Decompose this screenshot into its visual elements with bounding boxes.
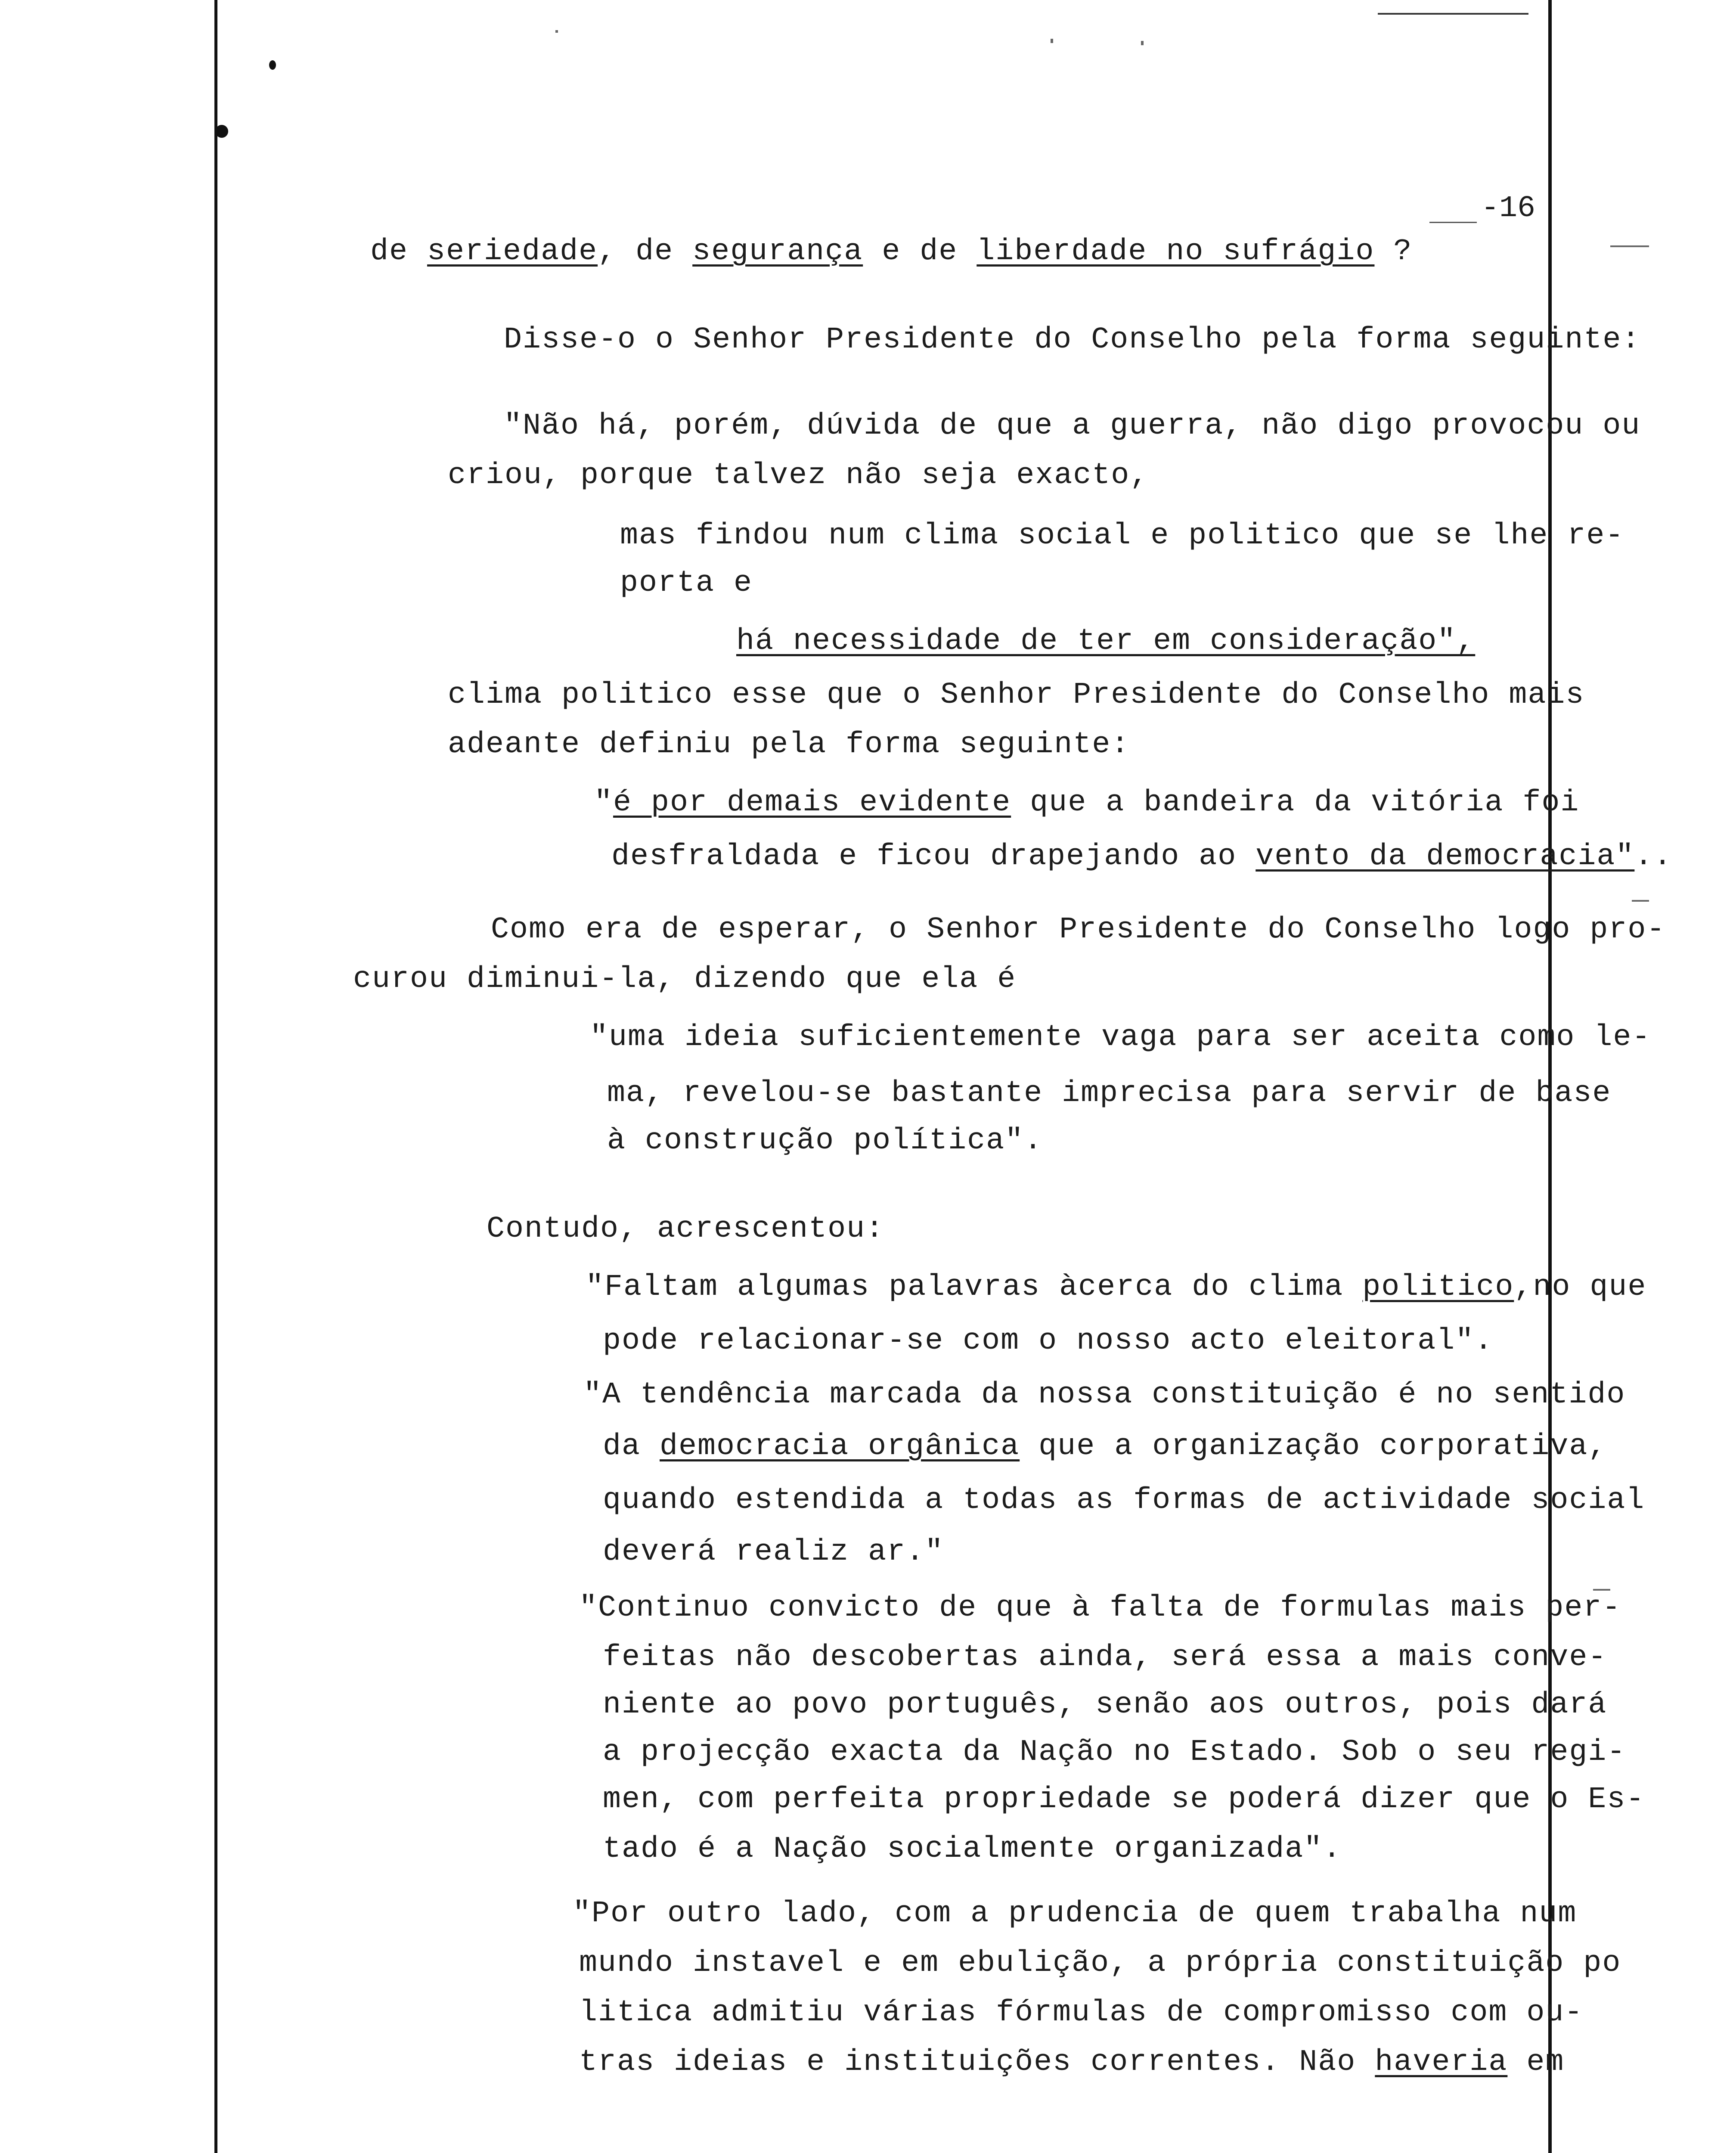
text-line bbox=[590, 1018, 1651, 1057]
text-line bbox=[603, 1481, 1645, 1520]
text-segment: pode relacionar-se com o nosso acto eleitoral". bbox=[603, 1324, 1494, 1358]
text-line bbox=[620, 517, 1624, 555]
text-segment: "Faltam algumas palavras àcerca do clima bbox=[586, 1270, 1363, 1304]
speck bbox=[1051, 39, 1053, 43]
text-segment: "Não há, porém, dúvida de que a guerra, não digo provocou ou bbox=[504, 409, 1641, 443]
text-line bbox=[603, 1830, 1342, 1869]
text-segment: criou, porque talvez não seja exacto, bbox=[448, 459, 1149, 493]
text-line bbox=[579, 1994, 1583, 2032]
underlined-segment: há necessidade de ter em consideração", bbox=[736, 624, 1476, 658]
text-segment: curou diminui-la, dizendo que ela é bbox=[353, 962, 1017, 996]
text-segment: quando estendida a todas as formas de actividade social bbox=[603, 1483, 1645, 1517]
text-segment: men, com perfeita propriedade se poderá dizer que o Es- bbox=[603, 1783, 1645, 1817]
underlined-segment: vento da democracia" bbox=[1256, 840, 1635, 874]
text-segment: "Por outro lado, com a prudencia de quem trabalha num bbox=[573, 1897, 1577, 1931]
text-line bbox=[603, 1686, 1607, 1725]
text-segment: desfraldada e ficou drapejando ao bbox=[611, 840, 1256, 874]
text-segment: Como era de esperar, o Senhor Presidente do Conselho logo pro- bbox=[491, 913, 1666, 947]
underlined-segment: democracia orgânica bbox=[660, 1430, 1020, 1464]
text-segment: que a organização corporativa, bbox=[1020, 1430, 1607, 1464]
text-segment: à construção política". bbox=[607, 1124, 1043, 1158]
text-segment: litica admitiu várias fórmulas de compromisso com ou- bbox=[579, 1996, 1584, 2030]
text-segment: em bbox=[1507, 2045, 1565, 2079]
text-segment: e de bbox=[863, 235, 977, 269]
text-line bbox=[487, 1210, 884, 1249]
text-segment: , de bbox=[598, 235, 693, 269]
text-line bbox=[607, 1122, 1043, 1160]
text-line bbox=[586, 1268, 1646, 1307]
text-line bbox=[491, 911, 1665, 949]
text-segment: adeante definiu pela forma seguinte: bbox=[448, 728, 1130, 762]
text-line bbox=[583, 1376, 1625, 1415]
left-margin-rule bbox=[214, 0, 217, 2153]
text-segment: mas findou num clima social e politico que se lhe re- bbox=[620, 519, 1624, 553]
text-line bbox=[573, 1895, 1577, 1933]
text-segment: de bbox=[370, 235, 428, 269]
punch-mark bbox=[269, 60, 276, 70]
text-line bbox=[603, 1322, 1493, 1361]
page-number: -16 bbox=[1481, 192, 1536, 226]
text-line bbox=[579, 1944, 1621, 1983]
text-segment: "uma ideia suficientemente vaga para ser aceita como le- bbox=[590, 1021, 1651, 1055]
speck bbox=[1610, 245, 1649, 247]
text-line bbox=[603, 1733, 1626, 1772]
text-line bbox=[579, 1589, 1621, 1628]
text-segment: Disse-o o Senhor Presidente do Conselho pela forma seguinte: bbox=[504, 323, 1641, 357]
text-segment: porta e bbox=[620, 566, 753, 600]
text-segment: que a bandeira da vitória foi bbox=[1011, 786, 1580, 820]
underlined-segment: politico bbox=[1362, 1270, 1514, 1304]
text-line bbox=[579, 2043, 1564, 2082]
text-line bbox=[603, 1638, 1607, 1677]
speck bbox=[1141, 41, 1144, 45]
speck bbox=[1632, 900, 1649, 902]
page-number-leader bbox=[1429, 222, 1477, 223]
text-line bbox=[603, 1533, 944, 1572]
underlined-segment: seriedade bbox=[427, 235, 598, 269]
text-segment: deverá realiz ar." bbox=[603, 1535, 944, 1569]
text-segment: Contudo, acrescentou: bbox=[487, 1212, 885, 1246]
text-line bbox=[504, 407, 1640, 446]
underlined-segment: segurança bbox=[692, 235, 863, 269]
speck bbox=[555, 30, 558, 33]
text-segment: tado é a Nação socialmente organizada". bbox=[603, 1832, 1342, 1866]
text-segment: a projecção exacta da Nação no Estado. Sob o seu regi- bbox=[603, 1735, 1626, 1769]
text-line bbox=[353, 960, 1016, 999]
top-rule-fragment bbox=[1378, 13, 1528, 15]
text-line bbox=[607, 1074, 1611, 1113]
text-segment: mundo instavel e em ebulição, a própria constituição po bbox=[579, 1946, 1621, 1980]
text-segment: da bbox=[603, 1430, 660, 1464]
text-segment: "Continuo convicto de que à falta de formulas mais per- bbox=[579, 1591, 1621, 1625]
text-line bbox=[370, 233, 1412, 271]
text-segment: niente ao povo português, senão aos outros, pois dará bbox=[603, 1688, 1607, 1722]
punch-mark bbox=[215, 125, 228, 138]
text-line bbox=[620, 564, 753, 603]
text-line bbox=[448, 456, 1149, 495]
text-line bbox=[448, 676, 1584, 715]
text-segment: .. bbox=[1634, 840, 1673, 874]
text-line bbox=[736, 622, 1475, 661]
text-line bbox=[448, 726, 1130, 764]
underlined-segment: liberdade no sufrágio bbox=[976, 235, 1375, 269]
text-line bbox=[611, 838, 1672, 876]
text-line bbox=[504, 321, 1640, 360]
text-segment: ,no que bbox=[1514, 1270, 1647, 1304]
text-line bbox=[594, 784, 1579, 822]
text-segment: "A tendência marcada da nossa constituição é no sentido bbox=[583, 1378, 1626, 1412]
text-segment: ma, revelou-se bastante imprecisa para servir de base bbox=[607, 1076, 1612, 1111]
text-segment: clima politico esse que o Senhor Presidente do Conselho mais bbox=[448, 678, 1585, 712]
underlined-segment: é por demais evidente bbox=[613, 786, 1011, 820]
text-line bbox=[603, 1781, 1645, 1819]
text-segment: feitas não descobertas ainda, será essa a mais conve- bbox=[603, 1641, 1607, 1675]
text-segment: " bbox=[594, 786, 614, 820]
text-line bbox=[603, 1427, 1607, 1466]
text-segment: tras ideias e instituições correntes. Não bbox=[579, 2045, 1375, 2079]
text-segment: ? bbox=[1374, 235, 1413, 269]
underlined-segment: haveria bbox=[1375, 2045, 1508, 2079]
